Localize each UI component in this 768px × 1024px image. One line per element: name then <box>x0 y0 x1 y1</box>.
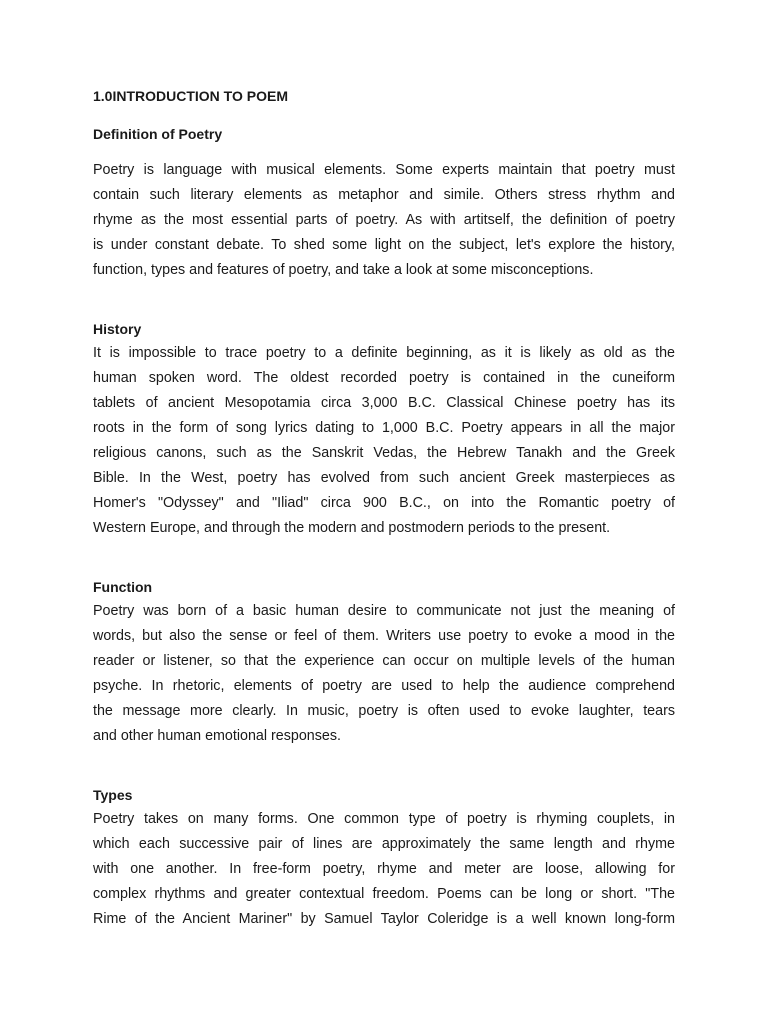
section-heading-history: History <box>93 321 142 337</box>
text-line: human spoken word. The oldest recorded poetry is contained in the cuneiform <box>93 370 675 386</box>
paragraph-types <box>93 807 675 932</box>
text-line: which each successive pair of lines are approximately the same length and rhyme <box>93 836 675 852</box>
paragraph-history <box>93 341 675 541</box>
text-line: Poetry was born of a basic human desire to communicate not just the meaning of <box>93 603 675 619</box>
text-line: Homer's "Odyssey" and "Iliad" circa 900 B.C., on into the Romantic poetry of <box>93 495 675 511</box>
section-heading-definition: Definition of Poetry <box>93 126 223 142</box>
text-line: roots in the form of song lyrics dating to 1,000 B.C. Poetry appears in all the major <box>93 420 675 436</box>
paragraph-definition <box>93 158 675 283</box>
text-line: complex rhythms and greater contextual freedom. Poems can be long or short. "The <box>93 886 675 902</box>
text-line: psyche. In rhetoric, elements of poetry are used to help the audience comprehend <box>93 678 675 694</box>
text-line: with one another. In free-form poetry, rhyme and meter are loose, allowing for <box>93 861 675 877</box>
text-line: is under constant debate. To shed some light on the subject, let's explore the history, <box>93 237 675 253</box>
section-heading-types: Types <box>93 787 133 803</box>
text-line: tablets of ancient Mesopotamia circa 3,000 B.C. Classical Chinese poetry has its <box>93 395 675 411</box>
text-line: the message more clearly. In music, poetry is often used to evoke laughter, tears <box>93 703 675 719</box>
document-title: 1.0INTRODUCTION TO POEM <box>93 88 288 104</box>
text-line: Poetry takes on many forms. One common type of poetry is rhyming couplets, in <box>93 811 675 827</box>
text-line: Rime of the Ancient Mariner" by Samuel Taylor Coleridge is a well known long-form <box>93 911 675 927</box>
text-line: Poetry is language with musical elements. Some experts maintain that poetry must <box>93 162 675 178</box>
text-line: religious canons, such as the Sanskrit Vedas, the Hebrew Tanakh and the Greek <box>93 445 675 461</box>
text-line: rhyme as the most essential parts of poetry. As with artitself, the definition of poetry <box>93 212 675 228</box>
text-line: function, types and features of poetry, and take a look at some misconceptions. <box>93 262 594 278</box>
paragraph-function <box>93 599 675 749</box>
text-line: Bible. In the West, poetry has evolved from such ancient Greek masterpieces as <box>93 470 675 486</box>
text-line: reader or listener, so that the experience can occur on multiple levels of the human <box>93 653 675 669</box>
text-line: contain such literary elements as metaphor and simile. Others stress rhythm and <box>93 187 675 203</box>
section-heading-function: Function <box>93 579 153 595</box>
text-line: and other human emotional responses. <box>93 728 341 744</box>
text-line: words, but also the sense or feel of them. Writers use poetry to evoke a mood in the <box>93 628 675 644</box>
text-line: Western Europe, and through the modern and postmodern periods to the present. <box>93 520 611 536</box>
document-page <box>93 84 675 932</box>
text-line: It is impossible to trace poetry to a definite beginning, as it is likely as old as the <box>93 345 675 361</box>
